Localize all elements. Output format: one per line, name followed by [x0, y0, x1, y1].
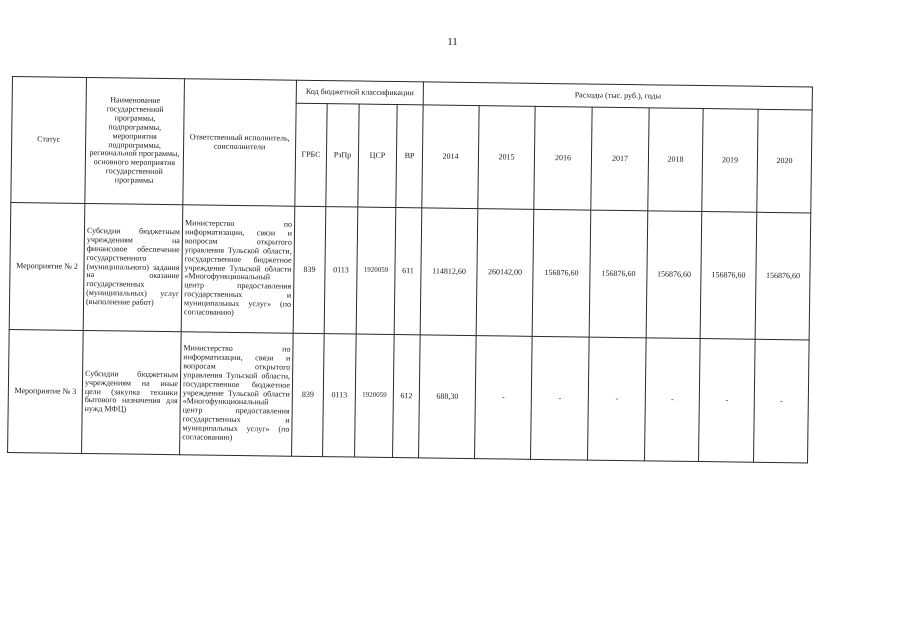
- row-value: 156876,60: [700, 212, 757, 340]
- header-rzpr: РзПр: [326, 104, 359, 207]
- row-responsible: Министерство по информатизации, связи и вопросам открытого управления Тульской области, государственное бюджетное учреждение Тульской области «Многофункциональный центр предоставления государственных и муниципальных услуг» (по согласованию): [181, 205, 295, 333]
- row-grbs: 839: [293, 206, 326, 333]
- row-value: -: [754, 339, 810, 463]
- row-value: -: [475, 336, 533, 460]
- header-year: 2015: [478, 106, 535, 210]
- row-value: 156876,60: [755, 212, 811, 340]
- row-csr: 1920059: [355, 334, 395, 457]
- header-name: Наименование государственной программы, подпрограммы, мероприятия подпрограммы, региональной программы, основного мероприятия государственной программы: [85, 77, 185, 204]
- row-status: Мероприятие № 2: [9, 202, 85, 330]
- header-vr: ВР: [396, 105, 423, 208]
- row-vr: 612: [393, 335, 421, 458]
- header-status: Статус: [11, 77, 87, 204]
- row-vr: 611: [394, 208, 422, 335]
- row-name: Субсидии бюджетным учреждениям на финансовое обеспечение государственного (муниципального) задания на оказание государственных (муниципальных) услуг (выполнение работ): [83, 203, 183, 331]
- row-rzpr: 0113: [324, 207, 358, 334]
- table-row: [8, 329, 810, 462]
- row-name: Субсидии бюджетным учреждениям на иные цели (закупка техники бытового назначения для нужд МФЦ): [82, 330, 182, 454]
- row-csr: 1920059: [356, 207, 396, 334]
- header-grbs: ГРБС: [295, 103, 327, 206]
- header-year: 2020: [757, 109, 812, 213]
- row-value: -: [588, 337, 647, 461]
- header-expenses: Расходы (тыс. руб.), годы: [423, 82, 812, 110]
- budget-table-sheet: [7, 76, 812, 478]
- row-rzpr: 0113: [323, 334, 357, 457]
- row-value: 260142,00: [476, 209, 534, 337]
- header-csr: ЦСР: [358, 104, 397, 207]
- header-year: 2019: [702, 109, 758, 213]
- row-value: 156876,60: [589, 210, 648, 338]
- header-year: 2018: [648, 108, 703, 212]
- budget-table: [7, 76, 813, 463]
- row-status: Мероприятие № 3: [8, 329, 84, 453]
- row-value: 688,30: [419, 335, 477, 459]
- table-row: [9, 202, 811, 339]
- row-value: -: [699, 339, 756, 463]
- row-value: 156876,60: [532, 209, 591, 337]
- row-value: -: [645, 338, 701, 462]
- row-value: 114812,60: [420, 208, 478, 336]
- header-budget-code: Код бюджетной классификации: [296, 80, 423, 105]
- row-value: -: [531, 336, 590, 460]
- header-year: 2016: [534, 106, 592, 210]
- header-year: 2017: [591, 107, 649, 211]
- row-responsible: Министерство по информатизации, связи и вопросам открытого управления Тульской области, государственное бюджетное учреждение Тульской области «Многофункциональный центр предоставления государственных и муниципальных услуг» (по согласованию): [180, 332, 294, 456]
- page-number: 11: [447, 36, 458, 48]
- header-responsible: Ответственный исполнитель, соисполнители: [183, 79, 297, 206]
- row-grbs: 839: [292, 333, 325, 456]
- header-year: 2014: [422, 105, 479, 209]
- row-value: 156876,60: [646, 211, 702, 339]
